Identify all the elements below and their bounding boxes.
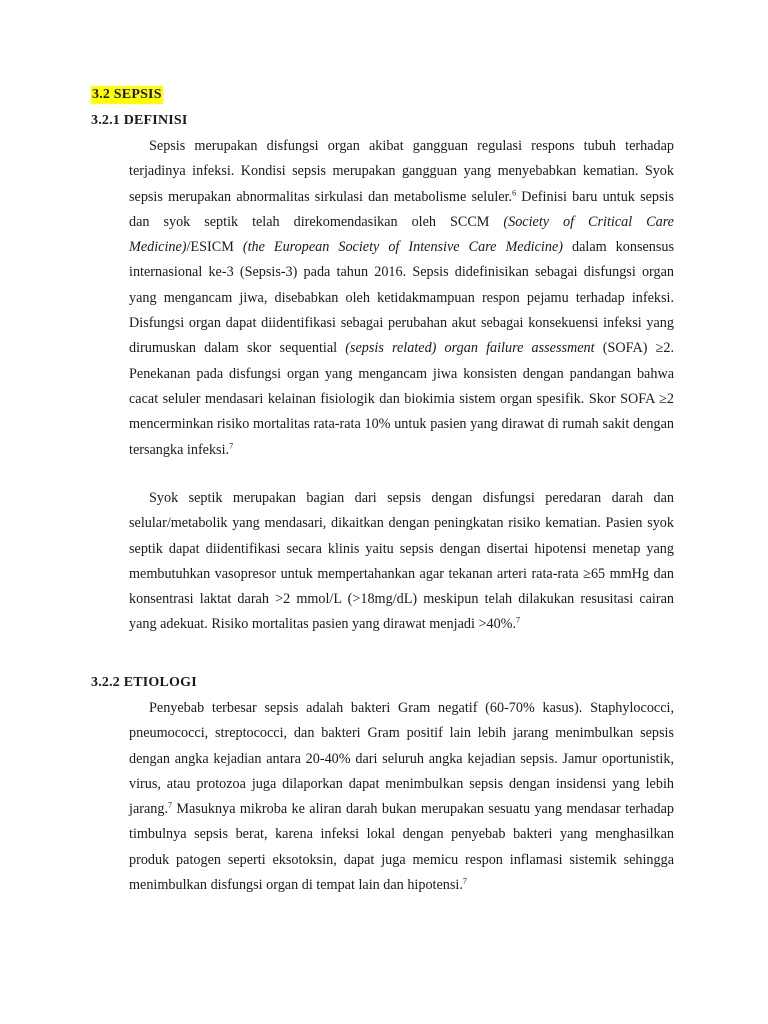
- italic-term: (the European Society of Intensive Care Medicine): [242, 239, 563, 256]
- citation-ref: 7: [462, 876, 467, 886]
- text-run: Sepsis merupakan disfungsi organ akibat gangguan regulasi respons tubuh terhadap terjadinya infeksi. Kondisi sepsis merupakan gangguan yang menyebabkan kematian. Syok sepsis merupakan abnormalitas sirkulasi dan metabolisme seluler.: [129, 138, 674, 205]
- citation-ref: 7: [229, 440, 234, 450]
- text-run: Syok septik merupakan bagian dari sepsis dengan disfungsi peredaran darah dan selular/metabolik yang mendasari, dikaitkan dengan peningkatan risiko kematian. Pasien syok septik dapat diidentifikasi secara klinis yaitu sepsis dengan disertai hipotensi menetap yang membutuhkan vasopresor untuk mempertahankan agar tekanan arteri rata-rata ≥65 mmHg dan konsentrasi laktat darah >2 mmol/L (>18mg/dL) meskipun telah dilakukan resusitasi cairan yang adekuat. Risiko mortalitas pasien yang dirawat menjadi >40%.: [129, 490, 674, 633]
- italic-term: (sepsis related) organ failure assessment: [345, 340, 595, 357]
- section-title: 3.2 SEPSIS: [92, 87, 162, 102]
- citation-ref: 6: [512, 187, 517, 197]
- text-run: Definisi baru untuk sepsis dan syok septik telah direkomendasikan oleh SCCM: [129, 188, 674, 230]
- text-run: Penyebab terbesar sepsis adalah bakteri Gram negatif (60-70% kasus). Staphylococci, pneumococci, streptococci, dan bakteri Gram positif lain lebih jarang menimbulkan sepsis dengan angka kejadian antara 20-40% dari seluruh angka kejadian sepsis. Jamur oportunistik, virus, atau protozoa juga dilaporkan dapat menimbulkan sepsis dengan insidensi yang lebih jarang.: [129, 700, 674, 818]
- text-run: (SOFA) ≥2. Penekanan pada disfungsi organ yang mengancam jiwa konsisten dengan pandangan bahwa cacat seluler mendasari kelainan fisiologik dan biokimia sistem organ spesifik. Skor SOFA ≥2 mencerminkan risiko mortalitas rata-rata 10% untuk pasien yang dirawat di rumah sakit dengan tersangka infeksi.: [129, 340, 674, 458]
- paragraph-definisi-1: [129, 134, 674, 463]
- italic-term: (Society of Critical Care Medicine): [129, 213, 674, 256]
- text-run: Masuknya mikroba ke aliran darah bukan merupakan sesuatu yang mendasar terhadap timbulnya sepsis berat, karena infeksi lokal dengan penyebab bakteri yang menghasilkan produk patogen seperti eksotoksin, dapat juga memicu respon inflamasi sistemik sehingga menimbulkan disfungsi organ di tempat lain dan hipotensi.: [129, 801, 674, 894]
- subheading-etiologi: 3.2.2 ETIOLOGI: [91, 675, 197, 690]
- subheading-definisi: 3.2.1 DEFINISI: [91, 113, 188, 128]
- text-run: dalam konsensus internasional ke-3 (Sepsis-3) pada tahun 2016. Sepsis didefinisikan sebagai disfungsi organ yang mengancam jiwa, disebabkan oleh ketidakmampuan respon pejamu terhadap infeksi. Disfungsi organ dapat diidentifikasi sebagai perubahan akut sebagai konsekuensi infeksi yang dirumuskan dalam skor sequential: [129, 239, 675, 357]
- citation-ref: 7: [516, 615, 521, 625]
- paragraph-definisi-2: [129, 486, 674, 638]
- text-run: /ESICM: [186, 239, 243, 256]
- paragraph-etiologi-1: [129, 696, 674, 898]
- citation-ref: 7: [168, 800, 172, 810]
